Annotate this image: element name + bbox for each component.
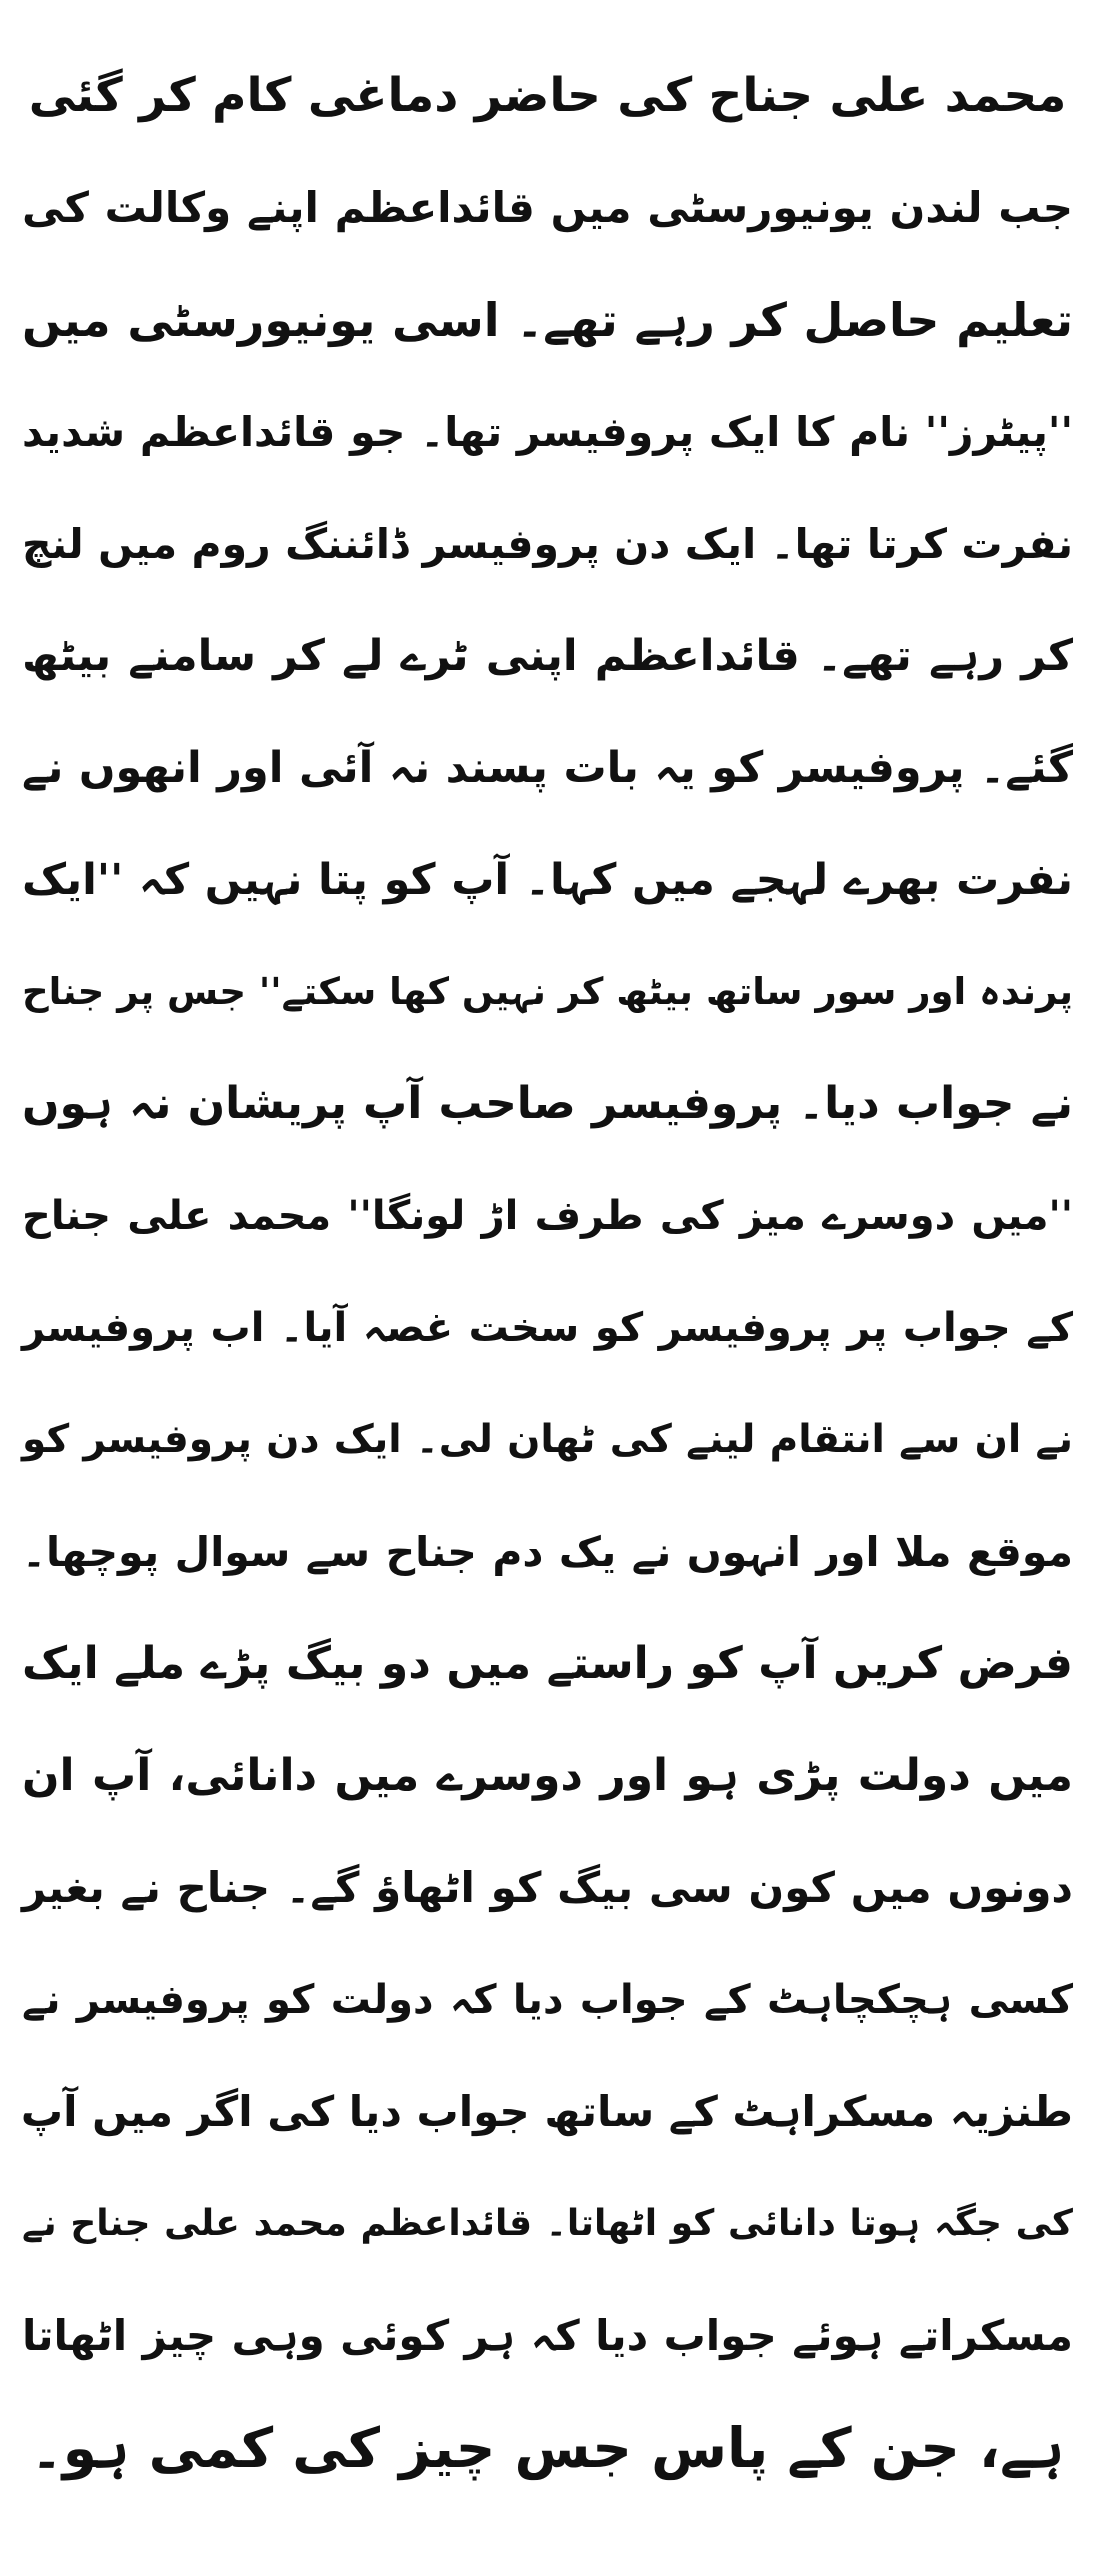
article-line: گئے۔ پروفیسر کو یہ بات پسند نہ آئی اور انھوں نے (22, 743, 1073, 793)
article-line: کسی ہچکچاہٹ کے جواب دیا کہ دولت کو پروفیسر نے (22, 1977, 1073, 2023)
article-line: کی جگہ ہوتا دانائی کو اٹھاتا۔ قائداعظم محمد علی جناح نے (22, 2203, 1073, 2244)
article-line: کے جواب پر پروفیسر کو سخت غصہ آیا۔ اب پروفیسر (22, 1305, 1073, 1351)
article-line: ہے، جن کے پاس جس چیز کی کمی ہو۔ (30, 2416, 1065, 2480)
article-line: کر رہے تھے۔ قائداعظم اپنی ٹرے لے کر سامنے بیٹھ (22, 631, 1073, 681)
article-line: نے ان سے انتقام لینے کی ٹھان لی۔ ایک دن پروفیسر کو (22, 1417, 1073, 1462)
article-line: ''میں دوسرے میز کی طرف اڑ لونگا'' محمد علی جناح (22, 1193, 1073, 1239)
article-line: نفرت بھرے لہجے میں کہا۔ آپ کو پتا نہیں کہ ''ایک (22, 855, 1073, 905)
article-line: دونوں میں کون سی بیگ کو اٹھاؤ گے۔ جناح نے بغیر (22, 1863, 1073, 1912)
article-line: نفرت کرتا تھا۔ ایک دن پروفیسر ڈائننگ روم میں لنچ (22, 520, 1073, 568)
article-line: فرض کریں آپ کو راستے میں دو بیگ پڑے ملے ایک (22, 1638, 1073, 1689)
article-line: موقع ملا اور انہوں نے یک دم جناح سے سوال پوچھا۔ (22, 1528, 1073, 1576)
article-line: پرندہ اور سور ساتھ بیٹھ کر نہیں کھا سکتے'' جس پر جناح (22, 970, 1073, 1013)
article-line: مسکراتے ہوئے جواب دیا کہ ہر کوئی وہی چیز اٹھاتا (22, 2311, 1073, 2360)
article-line: نے جواب دیا۔ پروفیسر صاحب آپ پریشان نہ ہوں (22, 1078, 1073, 1129)
article-body (22, 152, 1073, 2504)
article-line: تعلیم حاصل کر رہے تھے۔ اسی یونیورسٹی میں (22, 293, 1073, 347)
article-headline: محمد علی جناح کی حاضر دماغی کام کر گئی (28, 68, 1067, 123)
article-line: ''پیٹرز'' نام کا ایک پروفیسر تھا۔ جو قائداعظم شدید (22, 408, 1073, 456)
article-line: میں دولت پڑی ہو اور دوسرے میں دانائی، آپ ان (22, 1750, 1073, 1801)
article-line: طنزیہ مسکراہٹ کے ساتھ جواب دیا کی اگر میں آپ (20, 2087, 1073, 2136)
article-line: جب لندن یونیورسٹی میں قائداعظم اپنے وکالت کی (22, 183, 1073, 232)
